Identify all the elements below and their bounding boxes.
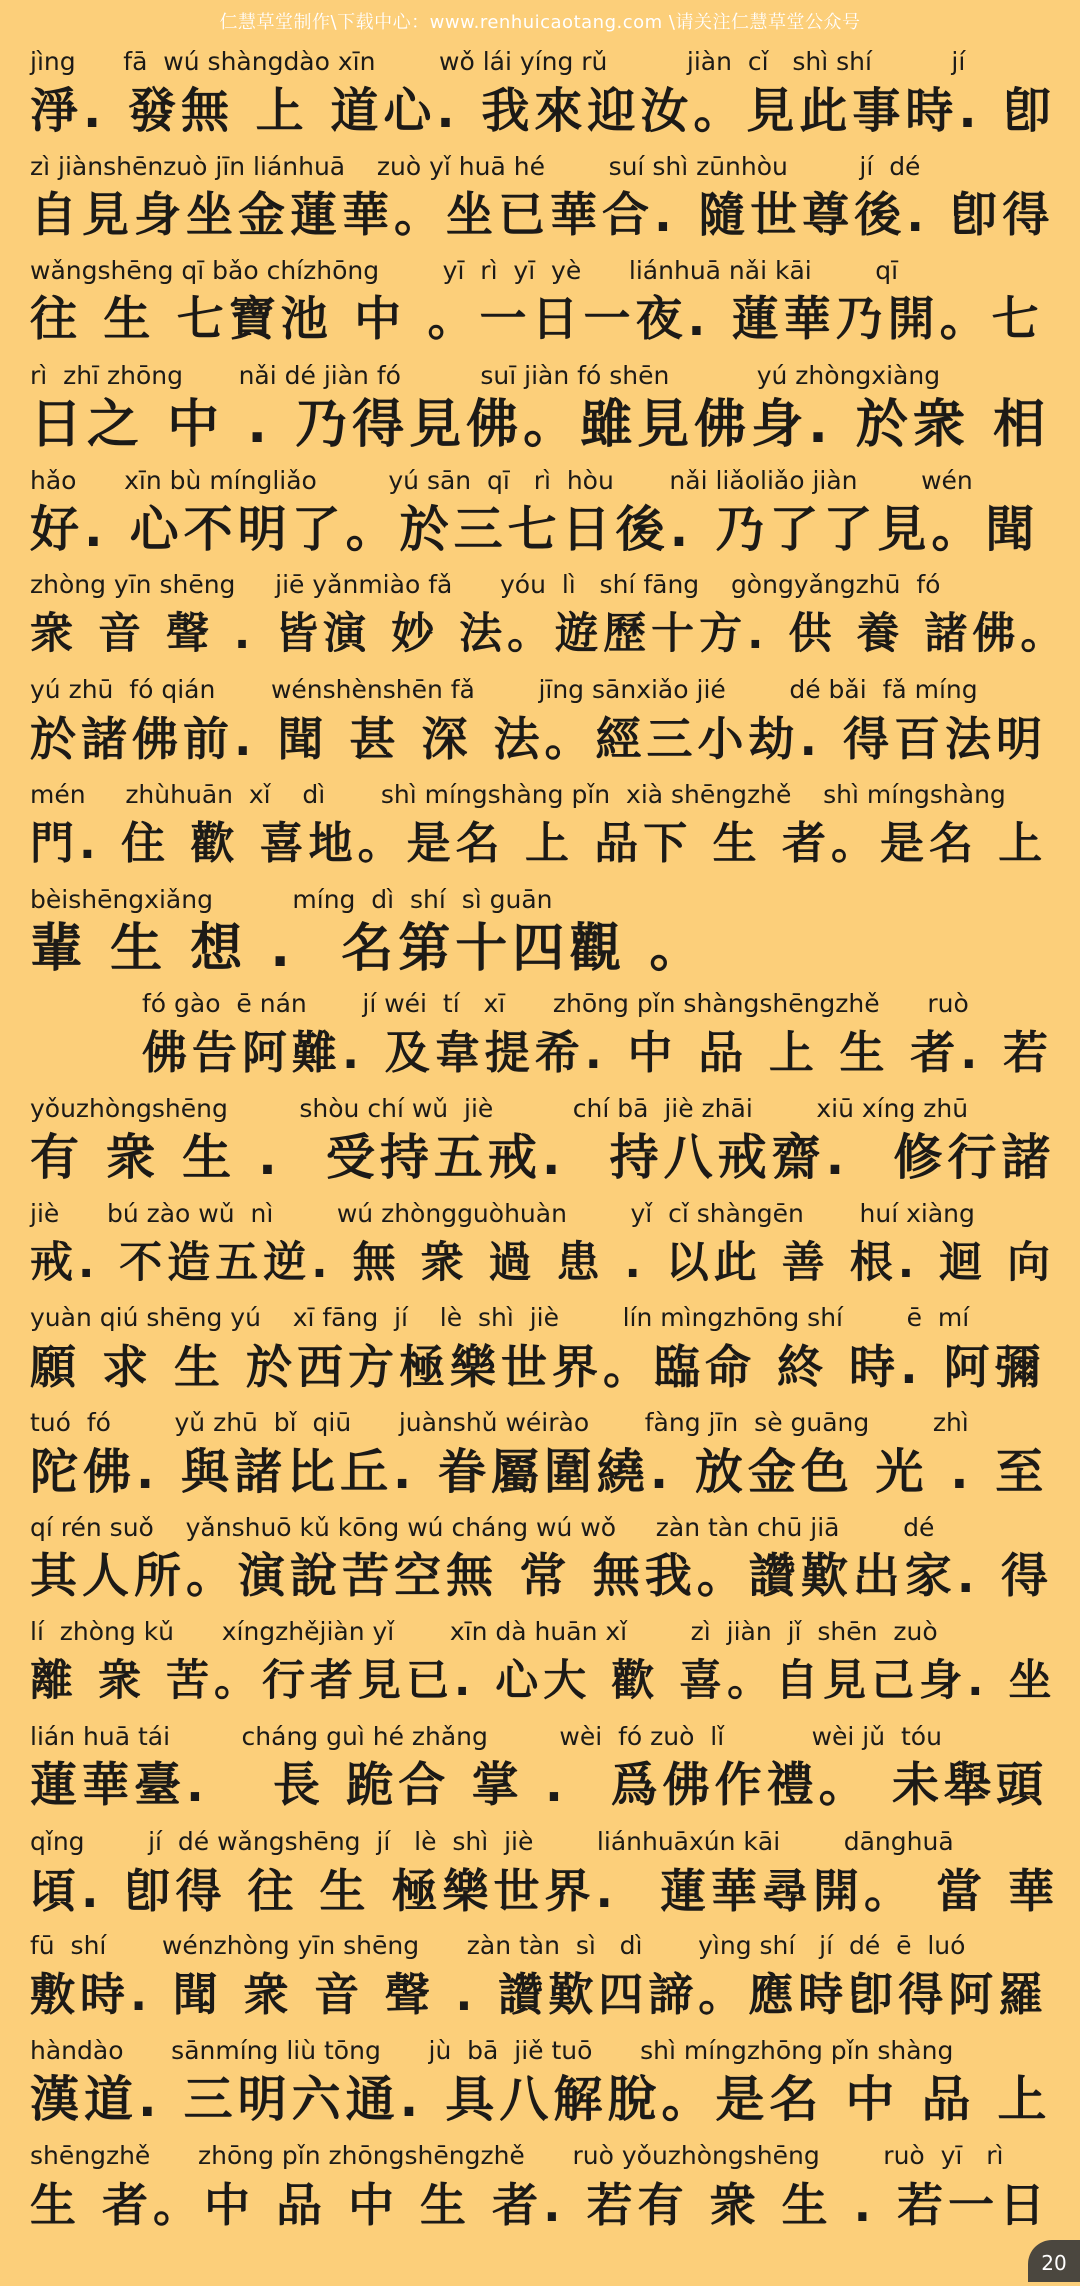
hanzi-line: 有 衆 生 . 受持五戒. 持八戒齋. 修行諸 [30,1128,1056,1186]
hanzi-line: 自見身坐金蓮華。坐已華合. 隨世尊後. 卽得 [30,187,1055,243]
hanzi-line: 頃. 卽得 往 生 極樂世界. 蓮華尋開。 當 華 [30,1863,1060,1918]
pinyin-line: qí rén suǒ yǎnshuō kǔ kōng wú cháng wú wǒ zàn tàn chū jiā dé [30,1512,935,1542]
hanzi-line: 其人所。演說苦空無 常 無我。讚歎出家. 得 [30,1548,1053,1604]
hanzi-line: 戒. 不造五逆. 無 衆 過 患 . 以此 善 根. 迴 向 [30,1237,1056,1288]
pinyin-line: lián huā tái cháng guì hé zhǎng wèi fó zuò lǐ wèi jǔ tóu [30,1722,942,1751]
pinyin-line: fó gào ē nán jí wéi tí xī zhōng pǐn shàngshēngzhě ruò [142,989,969,1019]
pinyin-line: yǒuzhòngshēng shòu chí wǔ jiè chí bā jiè zhāi xiū xíng zhū [30,1093,969,1123]
hanzi-line: 淨. 發無 上 道心. 我來迎汝。見此事時. 卽 [30,83,1057,139]
hanzi-line: 好. 心不明了。於三七日後. 乃了了見。聞 [30,500,1040,558]
text-line [30,567,1069,672]
text-line [30,882,1050,987]
text-line [30,1510,1053,1615]
text-line [30,1614,1057,1719]
text-line [30,1405,1050,1510]
page-number: 20 [1028,2240,1080,2282]
pinyin-line: hàndào sānmíng liù tōng jù bā jiě tuō shì míngzhōng pǐn shàng [30,2036,954,2066]
text-line [30,358,1050,463]
pinyin-line: jìng fā wú shàngdào xīn wǒ lái yíng rǔ jiàn cǐ shì shí jí [30,47,966,76]
text-line [30,672,1050,777]
hanzi-line: 日之 中 . 乃得見佛。雖見佛身. 於衆 相 [30,395,1051,456]
hanzi-line: 輩 生 想 . 名第十四觀 。 [30,918,707,979]
scripture-text [30,44,1069,2242]
pinyin-line: hǎo xīn bù míngliǎo yú sān qī rì hòu nǎi liǎoliǎo jiàn wén [30,465,973,495]
text-line [30,44,1057,149]
text-line [30,1196,1056,1301]
text-line [30,2138,1050,2243]
pinyin-line: qǐng jí dé wǎngshēng jí lè shì jiè liánhuāxún kāi dānghuā [30,1826,954,1856]
text-line [30,1300,1050,1405]
hanzi-line: 門. 住 歡 喜地。是名 上 品下 生 者。是名 上 [30,817,1048,869]
pinyin-line: rì zhī zhōng nǎi dé jiàn fó suī jiàn fó shēn yú zhòngxiàng [30,361,941,391]
text-line [30,463,1050,568]
hanzi-line: 衆 音 聲 . 皆演 妙 法。遊歷十方. 供 養 諸佛。 [30,609,1069,660]
text-line [30,149,1055,254]
hanzi-line: 蓮華臺. 長 跪合 掌 . 爲佛作禮。 未舉頭 [30,1758,1048,1813]
hanzi-line: 往 生 七寶池 中 。一日一夜. 蓮華乃開。七 [30,292,1044,348]
hanzi-line: 敷時. 聞 衆 音 聲 . 讚歎四諦。應時卽得阿羅 [30,1968,1049,2022]
text-line [30,777,1050,882]
hanzi-line: 於諸佛前. 聞 甚 深 法。經三小劫. 得百法明 [30,712,1048,767]
hanzi-line: 離 衆 苦。行者見已. 心大 歡 喜。自見己身. 坐 [30,1656,1057,1707]
pinyin-line: fū shí wénzhòng yīn shēng zàn tàn sì dì yìng shí jí dé ē luó [30,1931,966,1961]
pinyin-line: zhòng yīn shēng jiē yǎnmiào fǎ yóu lì shí fāng gòngyǎngzhū fó [30,570,941,600]
pinyin-line: jiè bú zào wǔ nì wú zhòngguòhuàn yǐ cǐ shàngēn huí xiàng [30,1198,975,1228]
hanzi-line: 願 求 生 於西方極樂世界。臨命 終 時. 阿彌 [30,1340,1046,1395]
hanzi-line: 陀佛. 與諸比丘. 眷屬圍繞. 放金色 光 . 至 [30,1443,1049,1500]
pinyin-line: lí zhòng kǔ xíngzhějiàn yǐ xīn dà huān xǐ zì jiàn jǐ shēn zuò [30,1617,938,1647]
pinyin-line: tuó fó yǔ zhū bǐ qiū juànshǔ wéirào fàng jīn sè guāng zhì [30,1407,969,1437]
pinyin-line: wǎngshēng qī bǎo chízhōng yī rì yī yè liánhuā nǎi kāi qī [30,256,899,286]
hanzi-line: 生 者。中 品 中 生 者. 若有 衆 生 . 若一日 [30,2177,1051,2232]
text-line [30,986,1053,1091]
text-line [30,1824,1060,1929]
text-line [30,253,1050,358]
pinyin-line: bèishēngxiǎng míng dì shí sì guān [30,884,553,914]
text-line [30,1928,1050,2033]
text-line [30,1719,1050,1824]
pinyin-line: shēngzhě zhōng pǐn zhōngshēngzhě ruò yǒuzhòngshēng ruò yī rì [30,2140,1004,2170]
page-header: 仁慧草堂制作\下载中心：www.renhuicaotang.com \请关注仁慧草堂公众号 [219,12,861,33]
pinyin-line: zì jiànshēnzuò jīn liánhuā zuò yǐ huā hé suí shì zūnhòu jí dé [30,151,921,181]
pinyin-line: mén zhùhuān xǐ dì shì míngshàng pǐn xià shēngzhě shì míngshàng [30,779,1006,809]
pinyin-line: yuàn qiú shēng yú xī fāng jí lè shì jiè lín mìngzhōng shí ē mí [30,1303,970,1333]
hanzi-line: 佛告阿難. 及韋提希. 中 品 上 生 者. 若 [142,1026,1053,1080]
hanzi-line: 漢道. 三明六通. 具八解脫。是名 中 品 上 [30,2071,1052,2129]
text-line [30,2033,1050,2138]
text-line [30,1091,1056,1196]
pinyin-line: yú zhū fó qián wénshènshēn fǎ jīng sānxiǎo jié dé bǎi fǎ míng [30,675,978,705]
